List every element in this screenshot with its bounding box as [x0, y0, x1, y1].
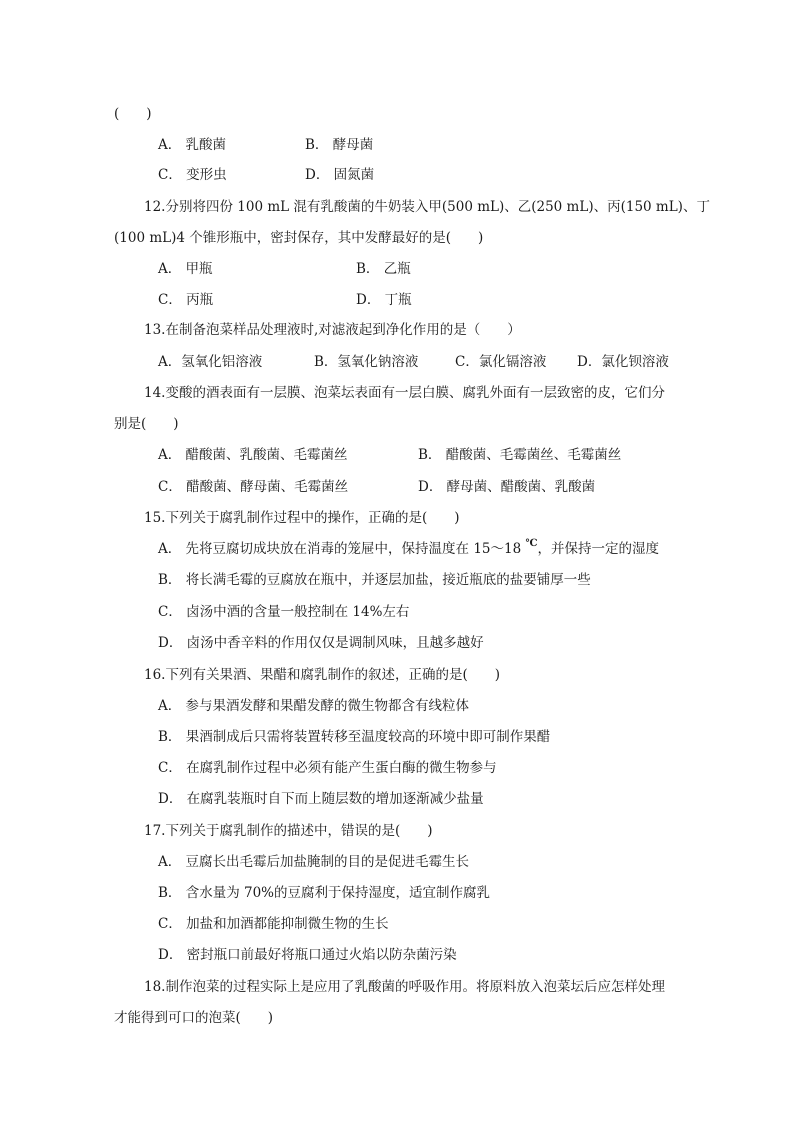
q17-option-a: A． 豆腐长出毛霉后加盐腌制的目的是促进毛霉生长: [158, 854, 470, 870]
q12-option-a: A． 甲瓶: [158, 261, 213, 277]
q17-option-d: D． 密封瓶口前最好将瓶口通过火焰以防杂菌污染: [158, 947, 457, 963]
q14-option-b: B． 醋酸菌、毛霉菌丝、毛霉菌丝: [418, 447, 622, 463]
q13-option-c: C．氯化镉溶液: [455, 354, 547, 370]
q18-stem-line1: 18.制作泡菜的过程实际上是应用了乳酸菌的呼吸作用。将原料放入泡菜坛后应怎样处理: [144, 979, 665, 995]
q17-option-b: B． 含水量为 70%的豆腐利于保持湿度，适宜制作腐乳: [158, 885, 491, 901]
q11-option-b: B． 酵母菌: [305, 137, 374, 153]
q15-option-d: D． 卤汤中香辛料的作用仅仅是调制风味，且越多越好: [158, 635, 484, 651]
q16-option-b: B． 果酒制成后只需将装置转移至温度较高的环境中即可制作果醋: [158, 729, 551, 745]
q14-option-d: D． 酵母菌、醋酸菌、乳酸菌: [418, 479, 596, 495]
q12-option-b: B． 乙瓶: [356, 261, 411, 277]
q13-option-d: D．氯化钡溶液: [577, 354, 669, 370]
q17-stem: 17.下列关于腐乳制作的描述中，错误的是( ): [144, 823, 433, 839]
q15-stem: 15.下列关于腐乳制作过程中的操作，正确的是( ): [144, 510, 460, 526]
q12-option-c: C． 丙瓶: [158, 292, 214, 308]
q15-option-b: B． 将长满毛霉的豆腐放在瓶中，并逐层加盐，接近瓶底的盐要铺厚一些: [158, 572, 591, 588]
degree-celsius-unit: ℃: [525, 538, 538, 549]
q12-stem-line1: 12.分别将四份 100 mL 混有乳酸菌的牛奶装入甲(500 mL)、乙(250 mL)、丙(150 mL)、丁: [144, 199, 710, 215]
q14-option-c: C． 醋酸菌、酵母菌、毛霉菌丝: [158, 479, 349, 495]
q13-option-b: B．氢氧化钠溶液: [314, 354, 419, 370]
q18-stem-line2: 才能得到可口的泡菜( ): [114, 1010, 274, 1026]
q17-option-c: C． 加盐和加酒都能抑制微生物的生长: [158, 916, 389, 932]
q11-option-a: A． 乳酸菌: [158, 137, 227, 153]
q11-paren: ( ): [114, 106, 152, 122]
q16-option-d: D． 在腐乳装瓶时自下而上随层数的增加逐渐减少盐量: [158, 791, 484, 807]
q16-option-a: A． 参与果酒发酵和果醋发酵的微生物都含有线粒体: [158, 698, 470, 714]
q14-stem-line1: 14.变酸的酒表面有一层膜、泡菜坛表面有一层白膜、腐乳外面有一层致密的皮，它们分: [144, 385, 665, 401]
q12-stem-line2: (100 mL)4 个锥形瓶中，密封保存，其中发酵最好的是( ): [114, 230, 484, 246]
q11-option-c: C． 变形虫: [158, 167, 227, 183]
q13-stem: 13.在制备泡菜样品处理液时,对滤液起到净化作用的是（ ）: [144, 322, 521, 338]
q14-stem-line2: 别是( ): [114, 416, 179, 432]
q11-option-d: D． 固氮菌: [305, 167, 375, 183]
q15-option-a-text: A． 先将豆腐切成块放在消毒的笼屉中，保持温度在 15～18: [158, 541, 526, 557]
q12-option-d: D． 丁瓶: [356, 292, 412, 308]
q15-option-c: C． 卤汤中酒的含量一般控制在 14%左右: [158, 604, 410, 620]
q15-option-a-text-end: ，并保持一定的湿度: [537, 541, 659, 557]
q16-option-c: C． 在腐乳制作过程中必须有能产生蛋白酶的微生物参与: [158, 760, 497, 776]
q13-option-a: A．氢氧化铝溶液: [158, 354, 263, 370]
q16-stem: 16.下列有关果酒、果醋和腐乳制作的叙述，正确的是( ): [144, 667, 501, 683]
q15-option-a: [158, 539, 659, 561]
q14-option-a: A． 醋酸菌、乳酸菌、毛霉菌丝: [158, 447, 348, 463]
